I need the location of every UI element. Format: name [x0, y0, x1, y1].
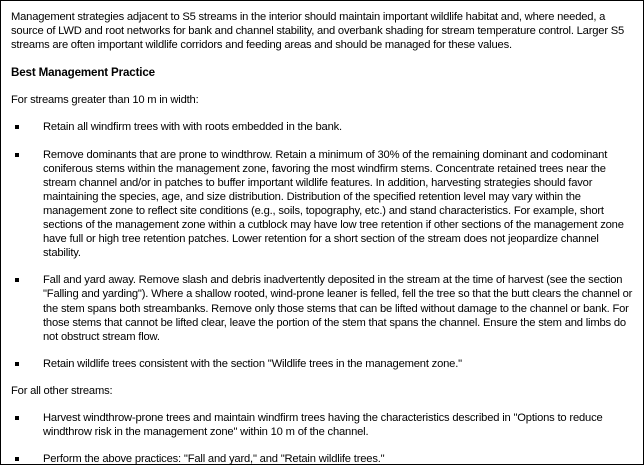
list-item-text: Fall and yard away. Remove slash and debris inadvertently deposited in the stream at the time of harvest (see the section "Falling and yarding"). Where a shallow rooted, wind-prone leaner is felled, fell the tree so that the butt clears the channel or the stem spans both streambanks. Remove only those stems that can be lifted without damage to the channel or bank. For those stems that cannot be lifted clear, leave the portion of the stem that spans the channel. Ensure the stem and limbs do not obstruct stream flow. — [43, 274, 633, 343]
list-item-text: Perform the above practices: "Fall and yard," and "Retain wildlife trees." — [43, 453, 385, 465]
bullet-square-icon — [15, 416, 19, 420]
list-item-text: Harvest windthrow-prone trees and maintain windfirm trees having the characteristics described in "Options to reduce windthrow risk in the management zone" within 10 m of the channel. — [43, 411, 603, 439]
document-content — [1, 1, 643, 464]
list-item-text: Retain wildlife trees consistent with the section "Wildlife trees in the management zone." — [43, 357, 462, 370]
bullet-square-icon — [15, 125, 19, 129]
large-stream-practice-list — [11, 120, 637, 370]
bullet-square-icon — [15, 362, 19, 366]
bullet-square-icon — [15, 457, 19, 461]
list-item-text: Retain all windfirm trees with with roots embedded in the bank. — [43, 121, 342, 134]
other-stream-practice-list — [11, 411, 637, 465]
list-item-text: Remove dominants that are prone to windthrow. Retain a minimum of 30% of the remaining dominant and codominant coniferous stems within the management zone, favoring the most windfirm stems. Concentrate retained trees near the stream channel and/or in patches to buffer important wildlife features. In addition, harvesting strategies should favor maintaining the species, age, and size distribution. Distribution of the specified retention level may vary within the management zone to reflect site conditions (e.g., soils, topography, etc.) and stand characteristics. For example, short sections of the management zone within a cutblock may have low tree retention if other sections of the management zone have full or high tree retention patches. Lower retention for a short section of the stream does not jeopardize channel stability. — [43, 148, 624, 260]
lead-in-large-streams: For streams greater than 10 m in width: — [11, 94, 199, 107]
bullet-square-icon — [15, 153, 19, 157]
list-item — [11, 273, 637, 343]
bullet-square-icon — [15, 278, 19, 282]
list-item — [11, 452, 637, 465]
list-item — [11, 357, 637, 371]
list-item — [11, 120, 637, 134]
list-item — [11, 411, 637, 439]
list-item — [11, 148, 637, 261]
lead-in-other-streams: For all other streams: — [11, 384, 113, 397]
intro-paragraph: Management strategies adjacent to S5 streams in the interior should maintain important wildlife habitat and, where needed, a source of LWD and root networks for bank and channel stability, and overbank shading for stream temperature control. Larger S5 streams are often important wildlife corridors and feeding areas and should be managed for these values. — [11, 11, 625, 52]
section-heading-best-management-practice: Best Management Practice — [11, 66, 155, 80]
